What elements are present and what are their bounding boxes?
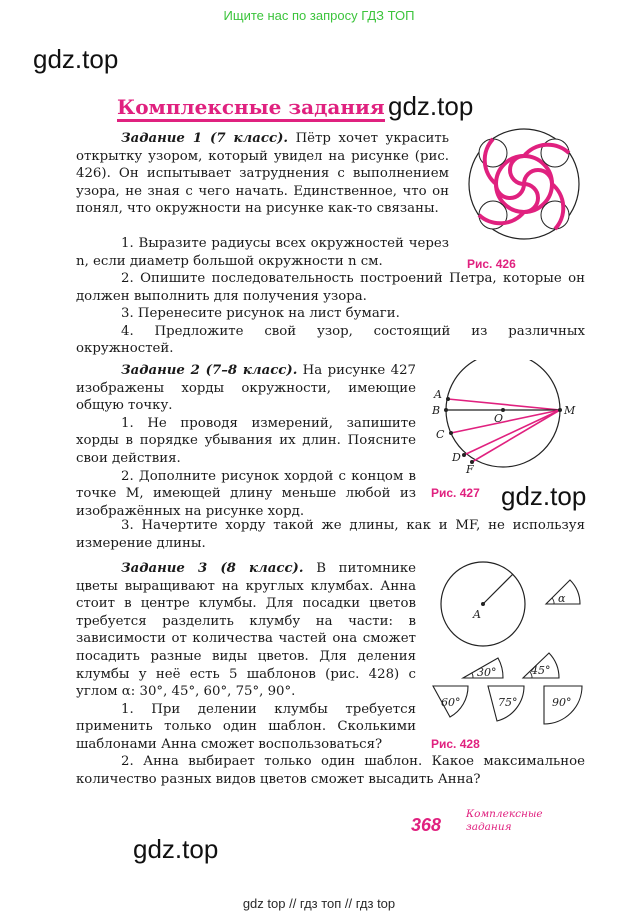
task2-item-3: 3. Начертите хорду такой же длины, как и MF, не используя измерение длины. bbox=[76, 518, 585, 551]
task3-item-2-wrap bbox=[76, 753, 585, 788]
task3-item-1: 1. При делении клумбы требуется применить только один шаблон. Сколькими шаблонами Анна сможет воспользоваться? bbox=[76, 701, 416, 752]
watermark: gdz.top bbox=[388, 91, 474, 121]
running-title: Комплексные задания bbox=[466, 808, 543, 833]
task1-intro bbox=[76, 130, 449, 218]
task3-text bbox=[76, 560, 416, 754]
task3-item-2: 2. Анна выбирает только один шаблон. Какое максимальное количество разных видов цветов сможет высадить Анна? bbox=[76, 754, 585, 787]
watermark: gdz.top bbox=[501, 481, 587, 511]
label-o: O bbox=[494, 412, 504, 425]
task1-label: Задание 1 (7 класс). bbox=[121, 131, 289, 146]
caption-426: Рис. 426 bbox=[467, 257, 516, 271]
task2-item-3-wrap bbox=[76, 517, 585, 552]
radius-line bbox=[483, 574, 513, 604]
figure-428 bbox=[428, 560, 588, 738]
task1-item-2: 2. Опишите последовательность построений Петра, которые он должен выполнить для получения узора. bbox=[76, 271, 585, 304]
task2-item-1: 1. Не проводя измерений, запишите хорды в порядке убывания их длин. Поясните свои действия. bbox=[76, 415, 416, 466]
point-m bbox=[558, 408, 562, 412]
label-a: A bbox=[434, 388, 442, 401]
page-heading: Комплексные задания bbox=[117, 95, 385, 122]
label-30: 30° bbox=[477, 666, 497, 679]
label-60: 60° bbox=[441, 696, 461, 709]
center-point bbox=[481, 602, 485, 606]
label-d: D bbox=[452, 451, 461, 464]
page-number: 368 bbox=[411, 815, 442, 835]
label-75: 75° bbox=[498, 696, 518, 709]
label-b: B bbox=[432, 404, 441, 417]
watermark: gdz.top bbox=[33, 44, 119, 74]
task3-intro-text: В питомнике цветы выращивают на круглых клумбах. Анна стоит в центре клумбы. Для посадки цветов требуется разделить клумбу на части: в зависимости от количества частей она сможет посадить разные виды цветов. Для деления клумбы у неё есть 5 шаблонов (рис. 428) с углом α: 30°, 45°, 60°, 75°, 90°. bbox=[76, 561, 417, 700]
task1-intro-text: Пётр хочет украсить открытку узором, который увидел на рисунке (рис. 426). Он испытывает затруднения с выполнением узора, не зная с чего начать. Единственное, что он понял, что окружности на рисунке как-то связаны. bbox=[76, 131, 450, 217]
chord-mc bbox=[451, 410, 560, 433]
task3-label: Задание 3 (8 класс). bbox=[121, 561, 304, 576]
label-alpha: α bbox=[558, 592, 566, 605]
caption-427: Рис. 427 bbox=[431, 486, 480, 500]
task2-text bbox=[76, 362, 416, 520]
chord-mf bbox=[472, 410, 560, 462]
label-45: 45° bbox=[531, 664, 551, 677]
task2-label: Задание 2 (7–8 класс). bbox=[121, 363, 298, 378]
top-banner[interactable]: Ищите нас по запросу ГДЗ ТОП bbox=[223, 8, 415, 23]
point-b bbox=[444, 408, 448, 412]
task2-intro-text: На рисунке 427 изображены хорды окружности, имеющие общую точку. bbox=[76, 363, 416, 414]
figure-426 bbox=[468, 126, 582, 252]
footer-links[interactable]: gdz top // гдз топ // гдз top bbox=[242, 896, 396, 911]
figure-427 bbox=[428, 360, 588, 478]
label-c: C bbox=[436, 428, 445, 441]
label-center: A bbox=[473, 608, 481, 621]
task2-item-2: 2. Дополните рисунок хордой с концом в точке M, имеющей длину меньше любой из изображённых на рисунке хорд. bbox=[76, 468, 416, 519]
task1-items-rest bbox=[76, 270, 585, 358]
caption-428: Рис. 428 bbox=[431, 737, 480, 751]
label-90: 90° bbox=[552, 696, 572, 709]
label-f: F bbox=[466, 463, 474, 476]
task1-item-1: 1. Выразите радиусы всех окружностей через n, если диаметр большой окружности n см. bbox=[76, 236, 449, 269]
point-d bbox=[462, 453, 466, 457]
watermark: gdz.top bbox=[133, 834, 219, 864]
point-c bbox=[449, 431, 453, 435]
point-a bbox=[446, 397, 450, 401]
task1-item-3: 3. Перенесите рисунок на лист бумаги. bbox=[121, 306, 400, 322]
task1-item-4: 4. Предложите свой узор, состоящий из различных окружностей. bbox=[76, 323, 585, 357]
label-m: M bbox=[564, 404, 576, 417]
